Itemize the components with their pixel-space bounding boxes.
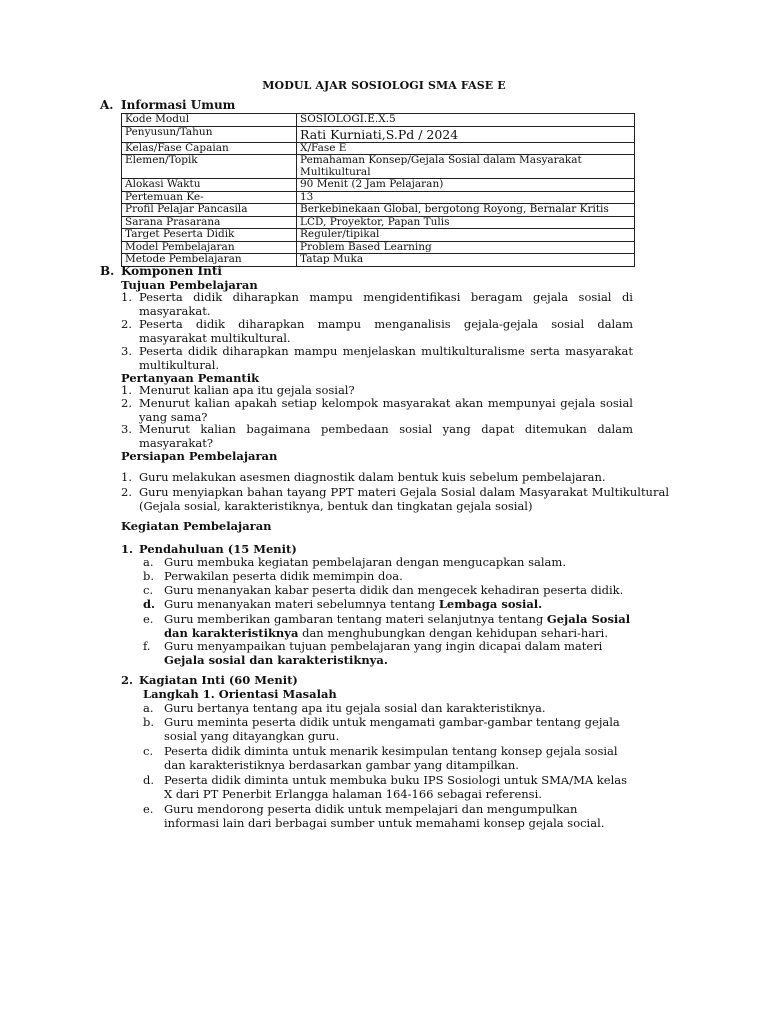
list-item: 3. Peserta didik diharapkan mampu menjelaskan multikulturalisme serta masyarakat multikultural. <box>121 344 633 372</box>
table-row <box>122 229 635 242</box>
table-key: Target Peserta Didik <box>122 229 297 242</box>
table-row <box>122 179 635 192</box>
table-key: Metode Pembelajaran <box>122 254 297 267</box>
list-item: d. Guru menanyakan materi sebelumnya tentang Lembaga sosial. <box>143 597 543 611</box>
document-title: MODUL AJAR SOSIOLOGI SMA FASE E <box>262 79 506 92</box>
list-item: f. Guru menyampaikan tujuan pembelajaran yang ingin dicapai dalam materi Gejala sosial dan karakteristiknya. <box>143 639 603 667</box>
section-b-letter: B. <box>100 264 115 278</box>
pendahuluan-heading: 1. Pendahuluan (15 Menit) <box>121 542 297 556</box>
list-item: 1. Guru melakukan asesmen diagnostik dalam bentuk kuis sebelum pembelajaran. <box>121 470 606 484</box>
table-key: Profil Pelajar Pancasila <box>122 204 297 217</box>
table-key: Penyusun/Tahun <box>122 126 297 142</box>
list-item: b. Guru meminta peserta didik untuk mengamati gambar-gambar tentang gejala sosial yang ditayangkan guru. <box>143 715 620 743</box>
section-b-heading <box>100 264 222 278</box>
table-value: Berkebinekaan Global, bergotong Royong, Bernalar Kritis <box>297 204 635 217</box>
table-row <box>122 114 635 127</box>
list-item: a. Guru membuka kegiatan pembelajaran dengan mengucapkan salam. <box>143 555 566 569</box>
info-table <box>121 113 635 267</box>
section-a-label: Informasi Umum <box>121 98 236 112</box>
table-value: 13 <box>297 191 635 204</box>
persiapan-heading: Persiapan Pembelajaran <box>121 449 278 463</box>
table-key: Elemen/Topik <box>122 155 297 179</box>
section-b-label: Komponen Inti <box>121 264 222 278</box>
list-item: b. Perwakilan peserta didik memimpin doa. <box>143 569 403 583</box>
table-value: X/Fase E <box>297 142 635 155</box>
table-value: Pemahaman Konsep/Gejala Sosial dalam Masyarakat Multikultural <box>297 155 635 179</box>
list-item: 1. Menurut kalian apa itu gejala sosial? <box>121 383 355 397</box>
table-key: Sarana Prasarana <box>122 216 297 229</box>
table-value: Problem Based Learning <box>297 241 635 254</box>
table-row <box>122 204 635 217</box>
table-value: Tatap Muka <box>297 254 635 267</box>
table-key: Kode Modul <box>122 114 297 127</box>
table-row <box>122 241 635 254</box>
table-key: Alokasi Waktu <box>122 179 297 192</box>
pemantik-heading: Pertanyaan Pemantik <box>121 371 260 385</box>
list-item: 2. Peserta didik diharapkan mampu menganalisis gejala-gejala sosial dalam masyarakat multikultural. <box>121 317 633 345</box>
list-item: c. Guru menanyakan kabar peserta didik dan mengecek kehadiran peserta didik. <box>143 583 624 597</box>
table-row <box>122 142 635 155</box>
table-row <box>122 126 635 142</box>
table-key: Pertemuan Ke- <box>122 191 297 204</box>
table-value: SOSIOLOGI.E.X.5 <box>297 114 635 127</box>
kegiatan-heading: Kegiatan Pembelajaran <box>121 519 272 533</box>
inti-step-heading: Langkah 1. Orientasi Masalah <box>143 687 337 701</box>
list-item: 3. Menurut kalian bagaimana pembedaan sosial yang dapat ditemukan dalam masyarakat? <box>121 422 633 450</box>
table-value: LCD, Proyektor, Papan Tulis <box>297 216 635 229</box>
list-item: 2. Guru menyiapkan bahan tayang PPT materi Gejala Sosial dalam Masyarakat Multikultural (Gejala sosial, karakteristiknya, bentuk dan tingkatan gejala sosial) <box>121 485 669 513</box>
table-value: 90 Menit (2 Jam Pelajaran) <box>297 179 635 192</box>
list-item: c. Peserta didik diminta untuk menarik kesimpulan tentang konsep gejala sosial dan karakteristiknya berdasarkan gambar yang ditampilkan. <box>143 744 618 772</box>
list-item: e. Guru mendorong peserta didik untuk mempelajari dan mengumpulkan informasi lain dari berbagai sumber untuk memahami konsep gejala social. <box>143 802 605 830</box>
section-a-heading <box>100 98 235 112</box>
table-row <box>122 216 635 229</box>
list-item: 1. Peserta didik diharapkan mampu mengidentifikasi beragam gejala sosial di masyarakat. <box>121 290 633 318</box>
list-item: a. Guru bertanya tentang apa itu gejala sosial dan karakteristiknya. <box>143 701 546 715</box>
table-value: Rati Kurniati,S.Pd / 2024 <box>297 126 635 142</box>
table-row <box>122 155 635 179</box>
tujuan-heading: Tujuan Pembelajaran <box>121 278 258 292</box>
list-item: d. Peserta didik diminta untuk membuka buku IPS Sosiologi untuk SMA/MA kelas X dari PT Penerbit Erlangga halaman 164-166 sebagai referensi. <box>143 773 628 801</box>
list-item: 2. Menurut kalian apakah setiap kelompok masyarakat akan mempunyai gejala sosial yang sama? <box>121 396 633 424</box>
table-row <box>122 191 635 204</box>
list-item: e. Guru memberikan gambaran tentang materi selanjutnya tentang Gejala Sosial dan karakteristiknya dan menghubungkan dengan kehidupan sehari-hari. <box>143 612 631 640</box>
table-key: Kelas/Fase Capaian <box>122 142 297 155</box>
table-key: Model Pembelajaran <box>122 241 297 254</box>
inti-heading: 2. Kagiatan Inti (60 Menit) <box>121 673 298 687</box>
section-a-letter: A. <box>100 98 114 112</box>
table-value: Reguler/tipikal <box>297 229 635 242</box>
